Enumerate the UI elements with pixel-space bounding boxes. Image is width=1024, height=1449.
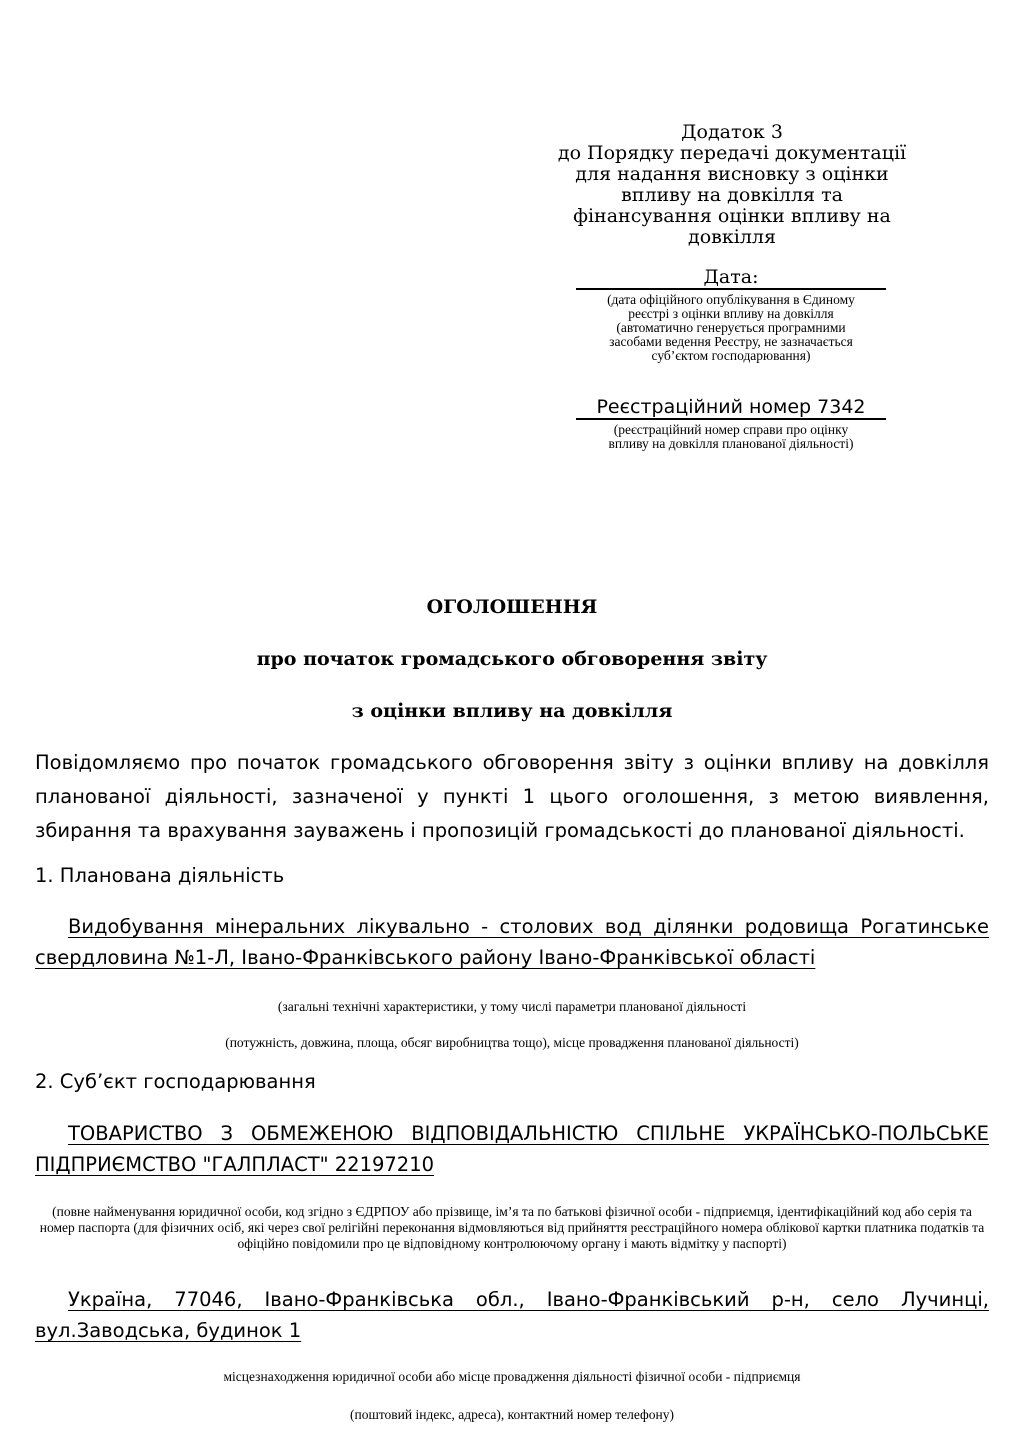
appendix-header xyxy=(540,122,924,248)
appendix-line: до Порядку передачі документації xyxy=(557,142,907,164)
appendix-line: впливу на довкілля та xyxy=(621,184,843,206)
planned-activity-value xyxy=(35,911,989,973)
entity-value xyxy=(35,1118,989,1180)
document-subtitle: про початок громадського обговорення звіту xyxy=(256,648,768,670)
planned-activity-note-2: (потужність, довжина, площа, обсяг виробництва тощо), місце провадження планованої діяльності) xyxy=(225,1035,799,1050)
section-1-heading: 1. Планована діяльність xyxy=(35,864,285,887)
appendix-line: для надання висновку з оцінки xyxy=(575,163,889,185)
appendix-line: фінансування оцінки впливу на xyxy=(573,205,891,227)
date-note-line: суб’єктом господарювання) xyxy=(651,348,811,363)
registration-note-line: впливу на довкілля планованої діяльності) xyxy=(608,436,854,451)
date-note xyxy=(576,293,886,363)
date-note-line: засобами ведення Реєстру, не зазначається xyxy=(609,334,853,349)
registration-note-line: (реєстраційний номер справи про оцінку xyxy=(613,422,849,437)
address-note-2: (поштовий індекс, адреса), контактний номер телефону) xyxy=(349,1407,675,1422)
section-2-heading: 2. Суб’єкт господарювання xyxy=(35,1070,316,1093)
document-subtitle-2: з оцінки впливу на довкілля xyxy=(351,700,673,722)
date-note-line: реєстрі з оцінки впливу на довкілля xyxy=(628,306,834,321)
address-note-1: місцезнаходження юридичної особи або місце провадження діяльності фізичної особи - підприємця xyxy=(223,1369,801,1384)
date-note-line: (дата офіційного опублікування в Єдиному xyxy=(607,292,855,307)
intro-paragraph: Повідомляємо про початок громадського обговорення звіту з оцінки впливу на довкілля планованої діяльності, зазначеної у пункті 1 цього оголошення, з метою виявлення, збирання та врахування зауважень і пропозицій громадськості до планованої діяльності. xyxy=(35,751,989,842)
address-value xyxy=(35,1284,989,1346)
planned-activity-text: Видобування мінеральних лікувально - столових вод ділянки родовища Рогатинське свердловина №1-Л, Івано-Франківського району Івано-Франківської області xyxy=(35,915,989,969)
registration-number: Реєстраційний номер 7342 xyxy=(576,396,886,420)
appendix-line: довкілля xyxy=(688,226,776,248)
date-note-line: (автоматично генерується програмними xyxy=(616,320,846,335)
appendix-line: Додаток 3 xyxy=(681,121,783,143)
planned-activity-note-1: (загальні технічні характеристики, у тому числі параметри планованої діяльності xyxy=(277,999,747,1014)
address-text: Україна, 77046, Івано-Франківська обл., Івано-Франківський р-н, село Лучинці, вул.Заводська, будинок 1 xyxy=(35,1288,989,1342)
document-title: ОГОЛОШЕННЯ xyxy=(426,596,598,618)
date-label: Дата: xyxy=(576,266,886,290)
entity-name-text: ТОВАРИСТВО З ОБМЕЖЕНОЮ ВІДПОВІДАЛЬНІСТЮ СПІЛЬНЕ УКРАЇНСЬКО-ПОЛЬСЬКЕ ПІДПРИЄМСТВО "ГАЛПЛАСТ" 22197210 xyxy=(35,1122,989,1176)
entity-note: (повне найменування юридичної особи, код згідно з ЄДРПОУ або прізвище, ім’я та по батькові фізичної особи - підприємця, ідентифікаційний код або серія та номер паспорта (для фізичних осіб, які через свої релігійні переконання відмовляються від прийняття реєстраційного номера облікової картки платника податків та офіційно повідомили про це відповідному контролюючому органу і мають відмітку у паспорті) xyxy=(39,1204,985,1251)
registration-field xyxy=(576,396,886,451)
registration-note xyxy=(576,423,886,451)
date-field xyxy=(576,266,886,363)
